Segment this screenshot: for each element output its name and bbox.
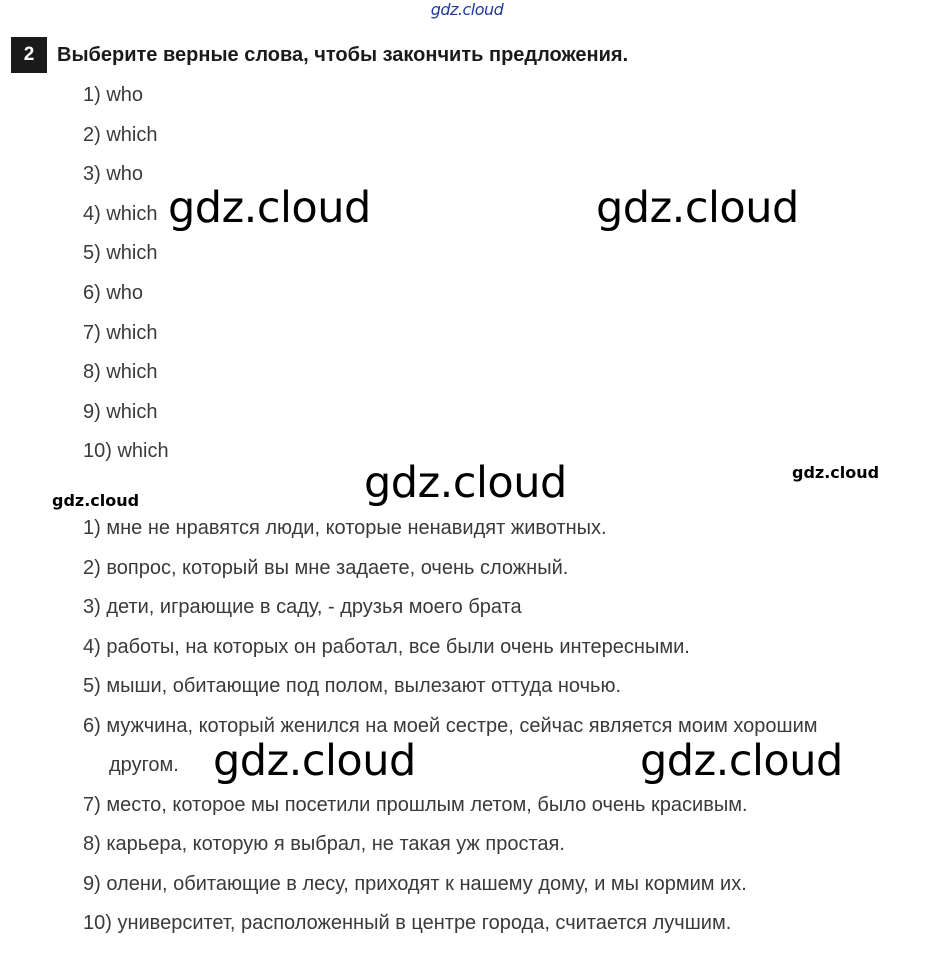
translations-list: [83, 516, 928, 951]
task-title: Выберите верные слова, чтобы закончить предложения.: [57, 43, 629, 66]
answer-item: 5) which: [83, 242, 158, 265]
answer-item: 2) which: [83, 123, 158, 146]
translation-item: 3) дети, играющие в саду, - друзья моего брата: [83, 596, 522, 618]
translation-item: 5) мыши, обитающие под полом, вылезают оттуда ночью.: [83, 675, 622, 697]
watermark: gdz.cloud: [596, 183, 799, 233]
answer-item: 3) who: [83, 163, 144, 186]
answer-item: 9) which: [83, 400, 158, 423]
translation-line: 6) мужчина, который женился на моей сестре, сейчас является моим хорошим: [83, 714, 818, 737]
translation-continuation: другом.: [109, 754, 179, 776]
watermark: gdz.cloud: [168, 183, 371, 233]
answer-item: 8) which: [83, 361, 158, 384]
watermark-small: gdz.cloud: [792, 463, 880, 482]
watermark: gdz.cloud: [640, 736, 843, 786]
answer-item: 6) who: [83, 281, 144, 304]
watermark: gdz.cloud: [213, 736, 416, 786]
translation-item: 7) место, которое мы посетили прошлым летом, было очень красивым.: [83, 793, 748, 816]
header-watermark: gdz.cloud: [430, 0, 504, 19]
answers-list: [83, 83, 483, 479]
task-header: [11, 37, 628, 73]
answer-item: 7) which: [83, 321, 158, 344]
watermark-small: gdz.cloud: [52, 491, 140, 510]
translation-item: 10) университет, расположенный в центре города, считается лучшим.: [83, 912, 732, 934]
translation-item: 1) мне не нравятся люди, которые ненавидят животных.: [83, 517, 607, 539]
watermark: gdz.cloud: [364, 458, 567, 508]
translation-item: 8) карьера, которую я выбрал, не такая уж простая.: [83, 833, 565, 855]
answer-item: 10) which: [83, 440, 169, 463]
translation-item: 2) вопрос, который вы мне задаете, очень сложный.: [83, 556, 569, 579]
answer-item: 4) which: [83, 202, 158, 225]
answer-item: 1) who: [83, 84, 144, 106]
translation-item: 4) работы, на которых он работал, все были очень интересными.: [83, 635, 690, 658]
translation-item: 9) олени, обитающие в лесу, приходят к нашему дому, и мы кормим их.: [83, 872, 747, 895]
task-number-badge: 2: [11, 37, 47, 73]
